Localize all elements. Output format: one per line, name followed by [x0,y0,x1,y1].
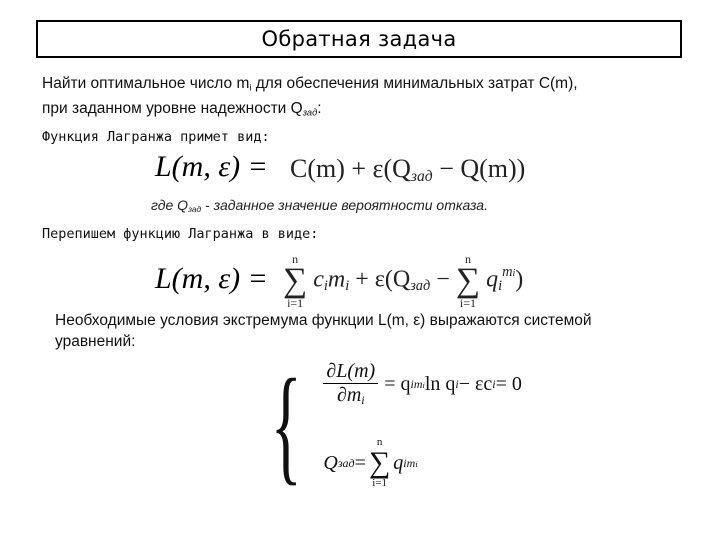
formula-1-lhs: L(m, ε) = [155,150,268,183]
conditions-line-1: Необходимые условия экстремума функции L(m, ε) выражаются системой [55,312,592,329]
slide-title: Обратная задача [261,27,457,51]
title-box [36,20,682,58]
rewrite-label: Перепишем функцию Лагранжа в виде: [42,226,319,242]
formula-2-rhs: n ∑ i=1 $c_im_i + \varepsilon(Q_{зад}$ − n ∑ i=1 $q_i^{mi}$) [283,252,524,310]
equation-system [255,353,522,497]
conditions-text [55,310,592,352]
system-row-1: $\frac{\partial L(m)}{\partial m_i}$ = q i mi ln q i − εc i = 0 [323,360,522,408]
intro-line-2: при заданном уровне надежности $Q_{зад}$: [42,100,322,118]
intro-text [42,73,578,124]
sum-operator-3: n ∑ i=1 [368,436,391,489]
formula-1-rhs: $C(m) + \varepsilon(Q_{зад} - Q(m))$ [290,154,526,185]
sum-operator-1: n ∑ i=1 [283,252,308,310]
lagrange-label: Функция Лагранжа примет вид: [42,129,270,145]
conditions-line-2: уравнений: [55,333,136,350]
intro-line-1: Найти оптимальное число $m_i$ для обеспечения минимальных затрат C(m), [42,75,578,93]
system-row-2: Q зад = n ∑ i=1 q i mi [323,436,418,489]
formula-note: где $Q_{зад}$ - заданное значение вероятности отказа. [151,197,488,215]
formula-2-lhs: L(m, ε) = [155,262,268,295]
sum-operator-2: n ∑ i=1 [455,252,481,310]
system-brace: { [270,353,302,497]
